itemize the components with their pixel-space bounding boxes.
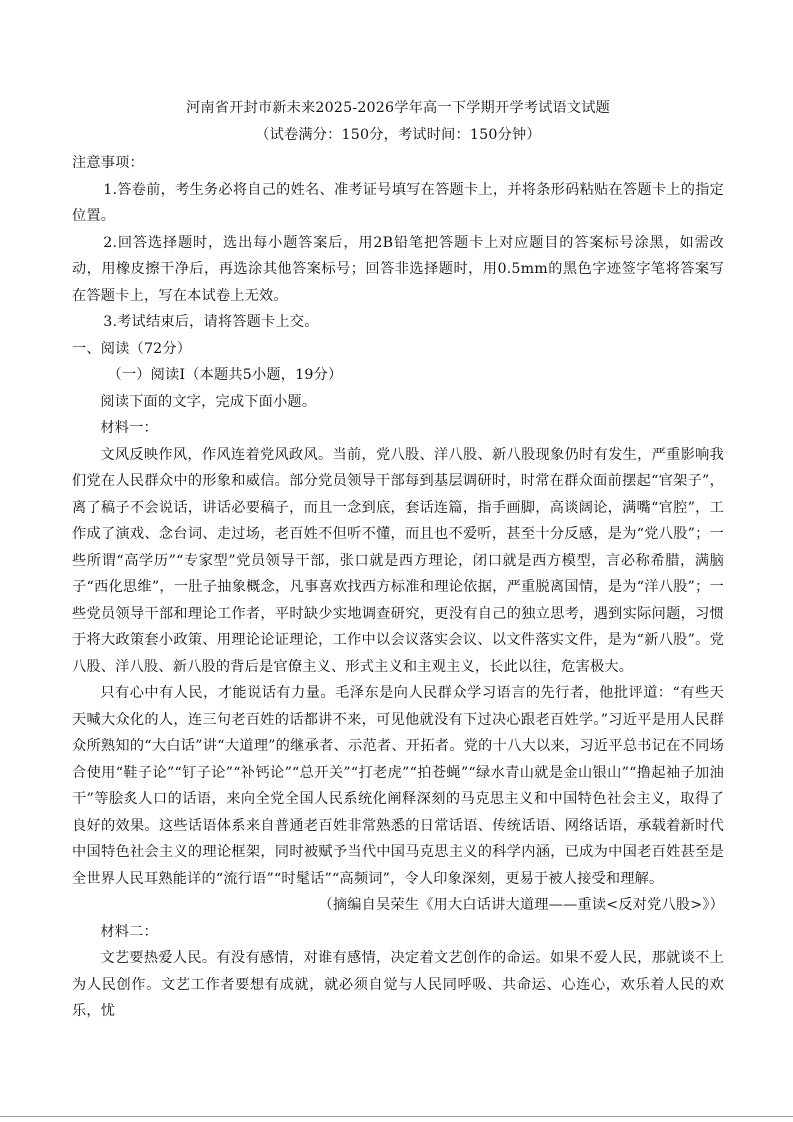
notice-item-1: 1.答卷前，考生务必将自己的姓名、准考证号填写在答题卡上，并将条形码粘贴在答题卡上的指定位置。	[72, 181, 724, 224]
section-heading: 一、阅读（72分）	[72, 340, 192, 357]
material-2-label: 材料二：	[100, 923, 158, 940]
document-page	[72, 95, 724, 1025]
section-instruction: 阅读下面的文字，完成下面小题。	[100, 393, 317, 410]
material-1-source: （摘编自吴荣生《用大白话讲大道理——重读<反对党八股>》）	[318, 897, 724, 913]
notice-heading: 注意事项：	[72, 155, 144, 171]
exam-title: 河南省开封市新未来2025-2026学年高一下学期开学考试语文试题	[185, 100, 611, 116]
exam-subtitle: （试卷满分：150分，考试时间：150分钟）	[255, 126, 541, 143]
material-1-paragraph-2: 只有心中有人民，才能说话有力量。毛泽东是向人民群众学习语言的先行者，他批评道：“有些天天喊大众化的人，连三句老百姓的话都讲不来，可见他就没有下过决心跟老百姓学。”习近平是用人民群众所熟知的“大白话”讲“大道理”的继承者、示范者、开拓者。党的十八大以来，习近平总书记在不同场合使用“鞋子论”“钉子论”“补钙论”“总开关”“打老虎”“拍苍蝇”“绿水青山就是金山银山”“撸起袖子加油干”等脍炙人口的话语，来向全党全国人民系统化阐释深刻的马克思主义和中国特色社会主义，取得了良好的效果。这些话语体系来自普通老百姓非常熟悉的日常话语、传统话语、网络话语，承载着新时代中国特色社会主义的理论框架，同时被赋予当代中国马克思主义的科学内涵，已成为中国老百姓甚至是全世界人民耳熟能详的“流行语”“时髦话”“高频词”，令人印象深刻，更易于被人接受和理解。	[72, 685, 724, 887]
material-2-paragraph-1: 文艺要热爱人民。有没有感情，对谁有感情，决定着文艺创作的命运。如果不爱人民，那就谈不上为人民创作。文艺工作者要想有成就，就必须自觉与人民同呼吸、共命运、心连心，欢乐着人民的欢乐，忧	[72, 950, 724, 1019]
notice-item-3: 3.考试结束后，请将答题卡上交。	[103, 314, 319, 330]
material-1-label: 材料一：	[100, 420, 158, 436]
notice-item-2: 2.回答选择题时，选出每小题答案后，用2B铅笔把答题卡上对应题目的答案标号涂黑，如需改动，用橡皮擦干净后，再选涂其他答案标号；回答非选择题时，用0.5mm的黑色字迹签字笔将答案写在答题卡上，写在本试卷上无效。	[72, 234, 724, 304]
section-sub-heading: （一）阅读Ⅰ（本题共5小题，19分）	[107, 367, 343, 383]
material-1-paragraph-1: 文风反映作风，作风连着党风政风。当前，党八股、洋八股、新八股现象仍时有发生，严重影响我们党在人民群众中的形象和威信。部分党员领导干部每到基层调研时，时常在群众面前摆起“官架子”，离了稿子不会说话，讲话必要稿子，而且一念到底，套话连篇，指手画脚，高谈阔论，满嘴“官腔”，工作成了演戏、念台词、走过场，老百姓不但听不懂，而且也不爱听，甚至十分反感，是为“党八股”；一些所谓“高学历”“专家型”党员领导干部，张口就是西方理论，闭口就是西方模型，言必称希腊，满脑子“西化思维”，一肚子抽象概念，凡事喜欢找西方标准和理论依据，严重脱离国情，是为“洋八股”；一些党员领导干部和理论工作者，平时缺少实地调查研究，更没有自己的独立思考，遇到实际问题，习惯于将大政策套小政策、用理论论证理论，工作中以会议落实会议、以文件落实文件，是为“新八股”。党八股、洋八股、新八股的背后是官僚主义、形式主义和主观主义，长此以往，危害极大。	[72, 446, 724, 675]
page-bottom-divider	[0, 1116, 793, 1117]
